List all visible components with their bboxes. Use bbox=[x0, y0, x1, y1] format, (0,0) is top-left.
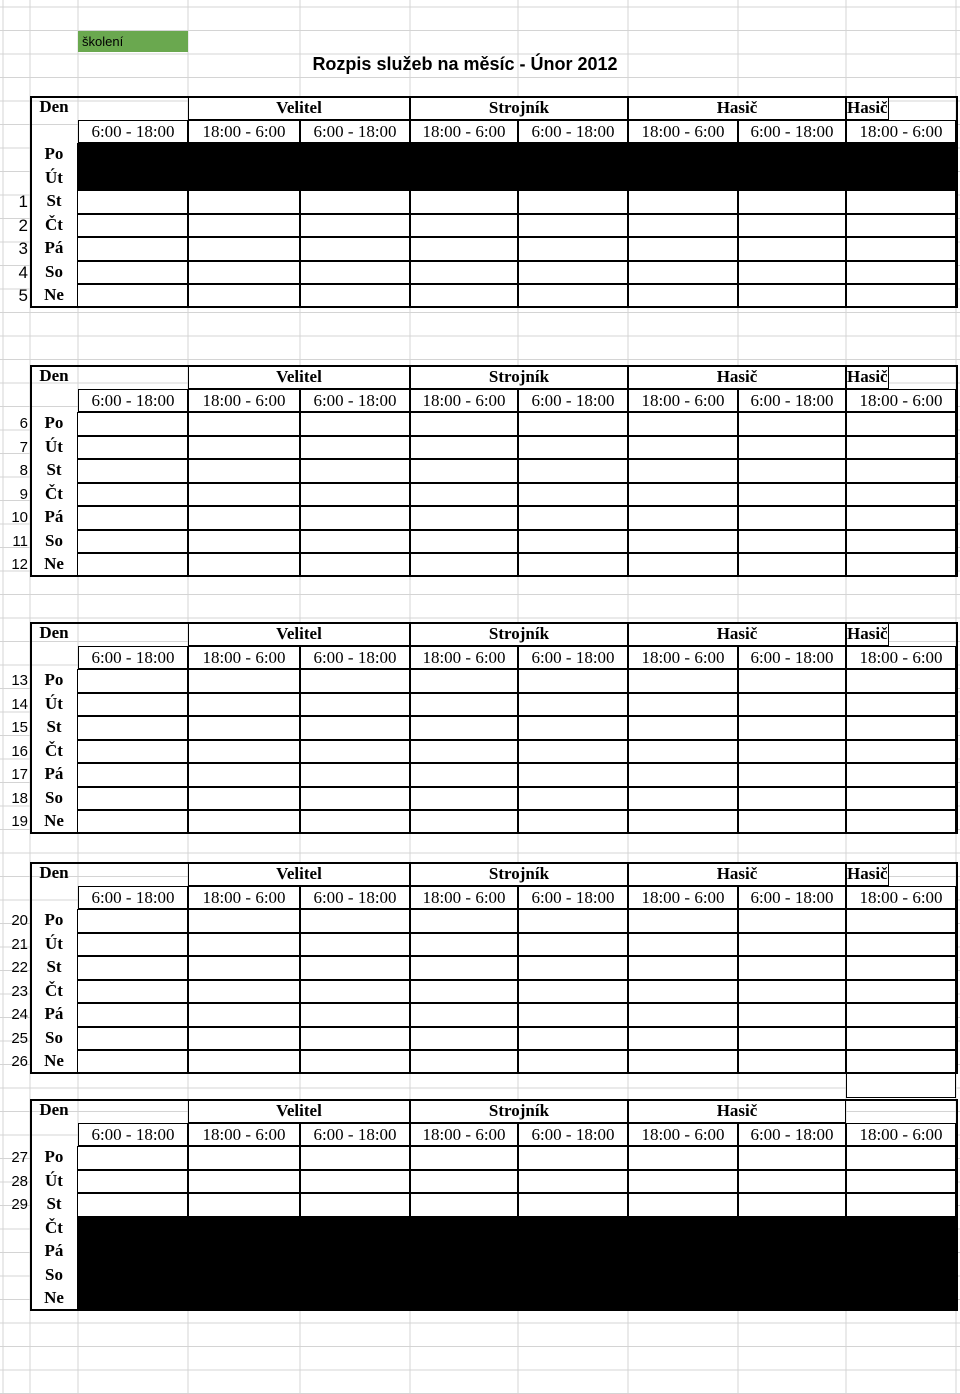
day-name: St bbox=[30, 459, 78, 483]
day-number: 1 bbox=[18, 192, 28, 211]
header-shift: 6:00 - 18:00 bbox=[78, 886, 188, 910]
header-role: Strojník bbox=[410, 622, 628, 646]
day-name: Pá bbox=[30, 506, 78, 530]
header-shift: 18:00 - 6:00 bbox=[188, 120, 300, 144]
day-number: 14 bbox=[11, 695, 28, 713]
header-role: Velitel bbox=[188, 862, 410, 886]
header-role: Velitel bbox=[188, 365, 410, 389]
header-shift: 6:00 - 18:00 bbox=[518, 389, 628, 413]
day-number bbox=[0, 167, 30, 191]
day-name: Po bbox=[30, 143, 78, 167]
day-name: So bbox=[30, 1027, 78, 1051]
header-role: Strojník bbox=[410, 862, 628, 886]
header-role: Velitel bbox=[188, 622, 410, 646]
day-name: St bbox=[30, 1193, 78, 1217]
day-number: 25 bbox=[11, 1029, 28, 1047]
day-name: Ne bbox=[30, 810, 78, 834]
header-shift: 18:00 - 6:00 bbox=[628, 389, 738, 413]
header-shift: 18:00 - 6:00 bbox=[846, 389, 956, 413]
day-number: 23 bbox=[11, 982, 28, 1000]
day-number: 12 bbox=[11, 556, 28, 573]
day-number: 24 bbox=[11, 1006, 28, 1023]
empty-box bbox=[846, 1073, 956, 1098]
table-frame bbox=[30, 365, 958, 577]
day-number: 9 bbox=[19, 485, 28, 503]
day-name: So bbox=[30, 530, 78, 554]
header-shift: 18:00 - 6:00 bbox=[188, 646, 300, 670]
day-number: 13 bbox=[11, 672, 28, 689]
day-number bbox=[0, 1287, 30, 1311]
header-den: Den bbox=[39, 1100, 69, 1119]
header-role: Hasič bbox=[846, 365, 889, 389]
day-name: Po bbox=[30, 412, 78, 436]
header-shift: 6:00 - 18:00 bbox=[738, 389, 846, 413]
header-role: Hasič bbox=[628, 96, 846, 120]
header-shift: 6:00 - 18:00 bbox=[78, 1123, 188, 1147]
table-frame bbox=[30, 862, 958, 1074]
day-number: 26 bbox=[11, 1053, 28, 1070]
header-role: Hasič bbox=[628, 862, 846, 886]
header-shift: 6:00 - 18:00 bbox=[518, 886, 628, 910]
header-role: Velitel bbox=[188, 96, 410, 120]
day-name: St bbox=[30, 716, 78, 740]
day-name: Ne bbox=[30, 1287, 78, 1311]
day-number bbox=[0, 143, 30, 167]
header-shift: 18:00 - 6:00 bbox=[410, 646, 518, 670]
day-number: 17 bbox=[11, 766, 28, 783]
day-number bbox=[0, 1264, 30, 1288]
header-shift: 6:00 - 18:00 bbox=[78, 389, 188, 413]
page-title: Rozpis služeb na měsíc - Únor 2012 bbox=[312, 54, 618, 74]
day-name: St bbox=[30, 190, 78, 214]
day-number: 16 bbox=[11, 742, 28, 760]
day-number: 29 bbox=[11, 1196, 28, 1213]
day-number: 21 bbox=[11, 935, 28, 953]
table-frame bbox=[30, 622, 958, 834]
header-shift: 18:00 - 6:00 bbox=[188, 1123, 300, 1147]
header-shift: 18:00 - 6:00 bbox=[846, 886, 956, 910]
header-role: Hasič bbox=[628, 365, 846, 389]
day-number: 28 bbox=[11, 1172, 28, 1190]
header-den: Den bbox=[39, 97, 69, 116]
day-number bbox=[0, 1217, 30, 1241]
header-shift: 6:00 - 18:00 bbox=[78, 646, 188, 670]
header-shift: 6:00 - 18:00 bbox=[300, 389, 410, 413]
header-shift: 6:00 - 18:00 bbox=[738, 1123, 846, 1147]
header-shift: 6:00 - 18:00 bbox=[300, 120, 410, 144]
day-name: Út bbox=[30, 436, 78, 460]
day-name: Po bbox=[30, 1146, 78, 1170]
header-den: Den bbox=[39, 623, 69, 642]
day-name: St bbox=[30, 956, 78, 980]
header-shift: 6:00 - 18:00 bbox=[518, 120, 628, 144]
day-name: Ne bbox=[30, 1050, 78, 1074]
header-shift: 6:00 - 18:00 bbox=[518, 646, 628, 670]
day-number: 19 bbox=[11, 813, 28, 830]
day-name: Pá bbox=[30, 1003, 78, 1027]
day-name: Čt bbox=[30, 214, 78, 238]
header-role: Velitel bbox=[188, 1099, 410, 1123]
day-number: 8 bbox=[19, 462, 28, 479]
day-name: Čt bbox=[30, 740, 78, 764]
header-shift: 18:00 - 6:00 bbox=[410, 389, 518, 413]
day-name: Ne bbox=[30, 284, 78, 308]
header-role: Strojník bbox=[410, 1099, 628, 1123]
day-number: 27 bbox=[11, 1149, 28, 1166]
header-shift: 6:00 - 18:00 bbox=[738, 120, 846, 144]
header-role: Hasič bbox=[628, 622, 846, 646]
day-number: 20 bbox=[11, 912, 28, 929]
day-number: 5 bbox=[18, 286, 28, 305]
day-name: So bbox=[30, 261, 78, 285]
table-frame bbox=[30, 1099, 958, 1311]
header-shift: 18:00 - 6:00 bbox=[188, 886, 300, 910]
day-name: Út bbox=[30, 167, 78, 191]
day-name: Út bbox=[30, 1170, 78, 1194]
day-name: Pá bbox=[30, 1240, 78, 1264]
day-name: Pá bbox=[30, 237, 78, 261]
header-role: Hasič bbox=[846, 96, 889, 120]
day-name: Po bbox=[30, 909, 78, 933]
header-shift: 18:00 - 6:00 bbox=[628, 646, 738, 670]
header-shift: 18:00 - 6:00 bbox=[410, 120, 518, 144]
day-name: Čt bbox=[30, 483, 78, 507]
day-name: So bbox=[30, 1264, 78, 1288]
header-shift: 6:00 - 18:00 bbox=[78, 120, 188, 144]
header-den: Den bbox=[39, 366, 69, 385]
header-shift: 6:00 - 18:00 bbox=[300, 1123, 410, 1147]
header-role: Strojník bbox=[410, 96, 628, 120]
day-number: 4 bbox=[18, 262, 28, 282]
header-shift: 6:00 - 18:00 bbox=[738, 646, 846, 670]
day-number: 22 bbox=[11, 959, 28, 976]
header-role: Hasič bbox=[628, 1099, 846, 1123]
day-name: So bbox=[30, 787, 78, 811]
day-number: 10 bbox=[11, 509, 28, 526]
day-name: Čt bbox=[30, 1217, 78, 1241]
header-shift: 18:00 - 6:00 bbox=[846, 646, 956, 670]
header-shift: 18:00 - 6:00 bbox=[628, 1123, 738, 1147]
day-name: Čt bbox=[30, 980, 78, 1004]
table-frame bbox=[30, 96, 958, 308]
day-name: Pá bbox=[30, 763, 78, 787]
day-number: 7 bbox=[19, 438, 28, 456]
legend-training: školení bbox=[78, 31, 188, 52]
day-number: 6 bbox=[19, 415, 28, 432]
day-number: 2 bbox=[18, 215, 28, 235]
day-name: Út bbox=[30, 933, 78, 957]
header-role: Hasič bbox=[846, 622, 889, 646]
header-shift: 18:00 - 6:00 bbox=[410, 1123, 518, 1147]
header-shift: 18:00 - 6:00 bbox=[188, 389, 300, 413]
header-role: Hasič bbox=[846, 862, 889, 886]
day-name: Ne bbox=[30, 553, 78, 577]
day-name: Po bbox=[30, 669, 78, 693]
day-number: 11 bbox=[12, 532, 28, 550]
header-shift: 6:00 - 18:00 bbox=[518, 1123, 628, 1147]
header-shift: 18:00 - 6:00 bbox=[846, 120, 956, 144]
header-shift: 6:00 - 18:00 bbox=[738, 886, 846, 910]
header-shift: 18:00 - 6:00 bbox=[846, 1123, 956, 1147]
header-shift: 18:00 - 6:00 bbox=[628, 886, 738, 910]
header-role: Strojník bbox=[410, 365, 628, 389]
day-number: 18 bbox=[11, 789, 28, 807]
header-shift: 18:00 - 6:00 bbox=[410, 886, 518, 910]
day-name: Út bbox=[30, 693, 78, 717]
header-shift: 18:00 - 6:00 bbox=[628, 120, 738, 144]
day-number: 3 bbox=[18, 239, 28, 258]
day-number bbox=[0, 1240, 30, 1264]
header-shift: 6:00 - 18:00 bbox=[300, 646, 410, 670]
header-shift: 6:00 - 18:00 bbox=[300, 886, 410, 910]
header-den: Den bbox=[39, 863, 69, 882]
day-number: 15 bbox=[11, 719, 28, 736]
